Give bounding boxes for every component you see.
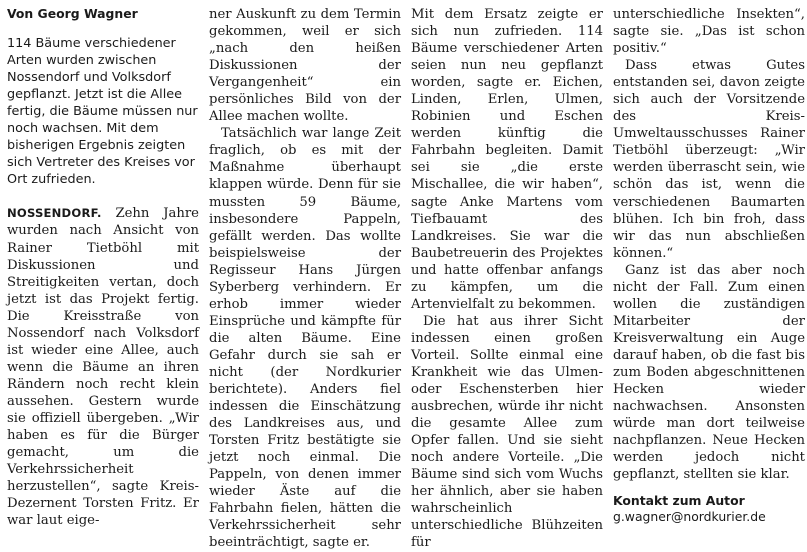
- article-paragraph: Die hat aus ihrer Sicht indessen einen großen Vorteil. Sollte einmal eine Krankheit wie das Ulmen- oder Eschensterben hier ausbrechen, würde ihr nicht die gesamte Allee zum Opfer fallen. Und sie sieht noch andere Vorteile. „Die Bäume sind sich vom Wuchs her ähnlich, aber sie haben wahrscheinlich unterschiedliche Blühzeiten für: [411, 313, 603, 551]
- article-paragraph: Dass etwas Gutes entstanden sei, davon zeigte sich auch der Vorsitzende des Kreis-Umweltausschusses Rainer Tietböhl überzeugt: „Wir werden überrascht sein, wie schön das ist, wenn die verschiedenen Baumarten blühen. Ich bin froh, dass wir das nun abschließen können.“: [613, 58, 805, 261]
- author-line: Von Georg Wagner: [7, 6, 138, 21]
- article-paragraph: unterschiedliche Insekten“, sagte sie. „Das ist schon positiv.“: [613, 7, 805, 57]
- article-column-1: [7, 6, 199, 529]
- article-paragraph: Ganz ist das aber noch nicht der Fall. Zum einen wollen die zuständigen Mitarbeiter der Kreisverwaltung ein Auge darauf haben, ob die fast bis zum Boden abgeschnittenen Hecken wieder nachwachsen. Ansonsten würde man dort teilweise nachpflanzen. Neue Hecken werden jedoch nicht gepflanzt, stellten sie klar.: [613, 262, 805, 483]
- article-column-2: [209, 6, 401, 551]
- article-paragraph: Mit dem Ersatz zeigte er sich nun zufrieden. 114 Bäume verschiedener Arten seien nun neu gepflanzt worden, sagte er. Eichen, Linden, Erlen, Ulmen, Robinien und Eschen werden künftig die Fahrbahn begleiten. Damit sei sie „die erste Mischallee, die wir haben“, sagte Anke Martens vom Tiefbauamt des Landkreises. Sie war die Baubetreuerin des Projektes und hatte offenbar anfangs zu kämpfen, um die Artenvielfalt zu bekommen.: [411, 7, 603, 312]
- contact-email-link[interactable]: g.wagner@nordkurier.de: [613, 509, 766, 525]
- article-paragraph: Tatsächlich war lange Zeit fraglich, ob es mit der Maßnahme überhaupt klappen würde. Denn für sie mussten 59 Bäume, insbesondere Pappeln, gefällt werden. Das wollte beispielsweise der Regisseur Hans Jürgen Syberberg verhindern. Er erhob immer wieder Einsprüche und kämpfte für die alten Bäume. Eine Gefahr durch sie sah er nicht (der Nordkurier berichtete). Anders fiel indessen die Einschätzung des Landkreises aus, und Torsten Fritz bestätigte sie jetzt noch einmal. Die Pappeln, von denen immer wieder Äste auf die Fahrbahn fielen, hätten die Verkehrssicherheit sehr beeinträchtigt, sagte er.: [209, 126, 401, 551]
- article-paragraph: [7, 205, 199, 529]
- article-teaser: 114 Bäume verschiedener Arten wurden zwischen Nossendorf und Volksdorf gepflanzt. Jetzt ist die Allee fertig, die Bäume müssen nur noch wachsen. Mit dem bisherigen Ergebnis zeigten sich Vertreter des Kreises vor Ort zufrieden.: [7, 36, 198, 188]
- contact-label: Kontakt zum Autor: [613, 493, 745, 509]
- paragraph-text: Zehn Jahre wurden nach Ansicht von Rainer Tietböhl mit Diskussionen und Streitigkeiten vertan, doch jetzt ist das Projekt fertig. Die Kreisstraße von Nossendorf nach Volksdorf ist wieder eine Allee, auch wenn die Bäume an ihren Rändern noch recht klein aussehen. Gestern wurde sie offiziell übergeben. „Wir haben es für die Bürger gemacht, um die Verkehrssicherheit herzustellen“, sagte Kreis-Dezernent Torsten Fritz. Er war laut eige-: [7, 206, 199, 529]
- dateline: NOSSENDORF.: [7, 206, 102, 221]
- article-paragraph: ner Auskunft zu dem Termin gekommen, weil er sich „nach den heißen Diskussionen der Vergangenheit“ ein persönliches Bild von der Allee machen wollte.: [209, 7, 401, 125]
- article-column-4: [613, 6, 805, 525]
- article-column-3: [411, 6, 603, 551]
